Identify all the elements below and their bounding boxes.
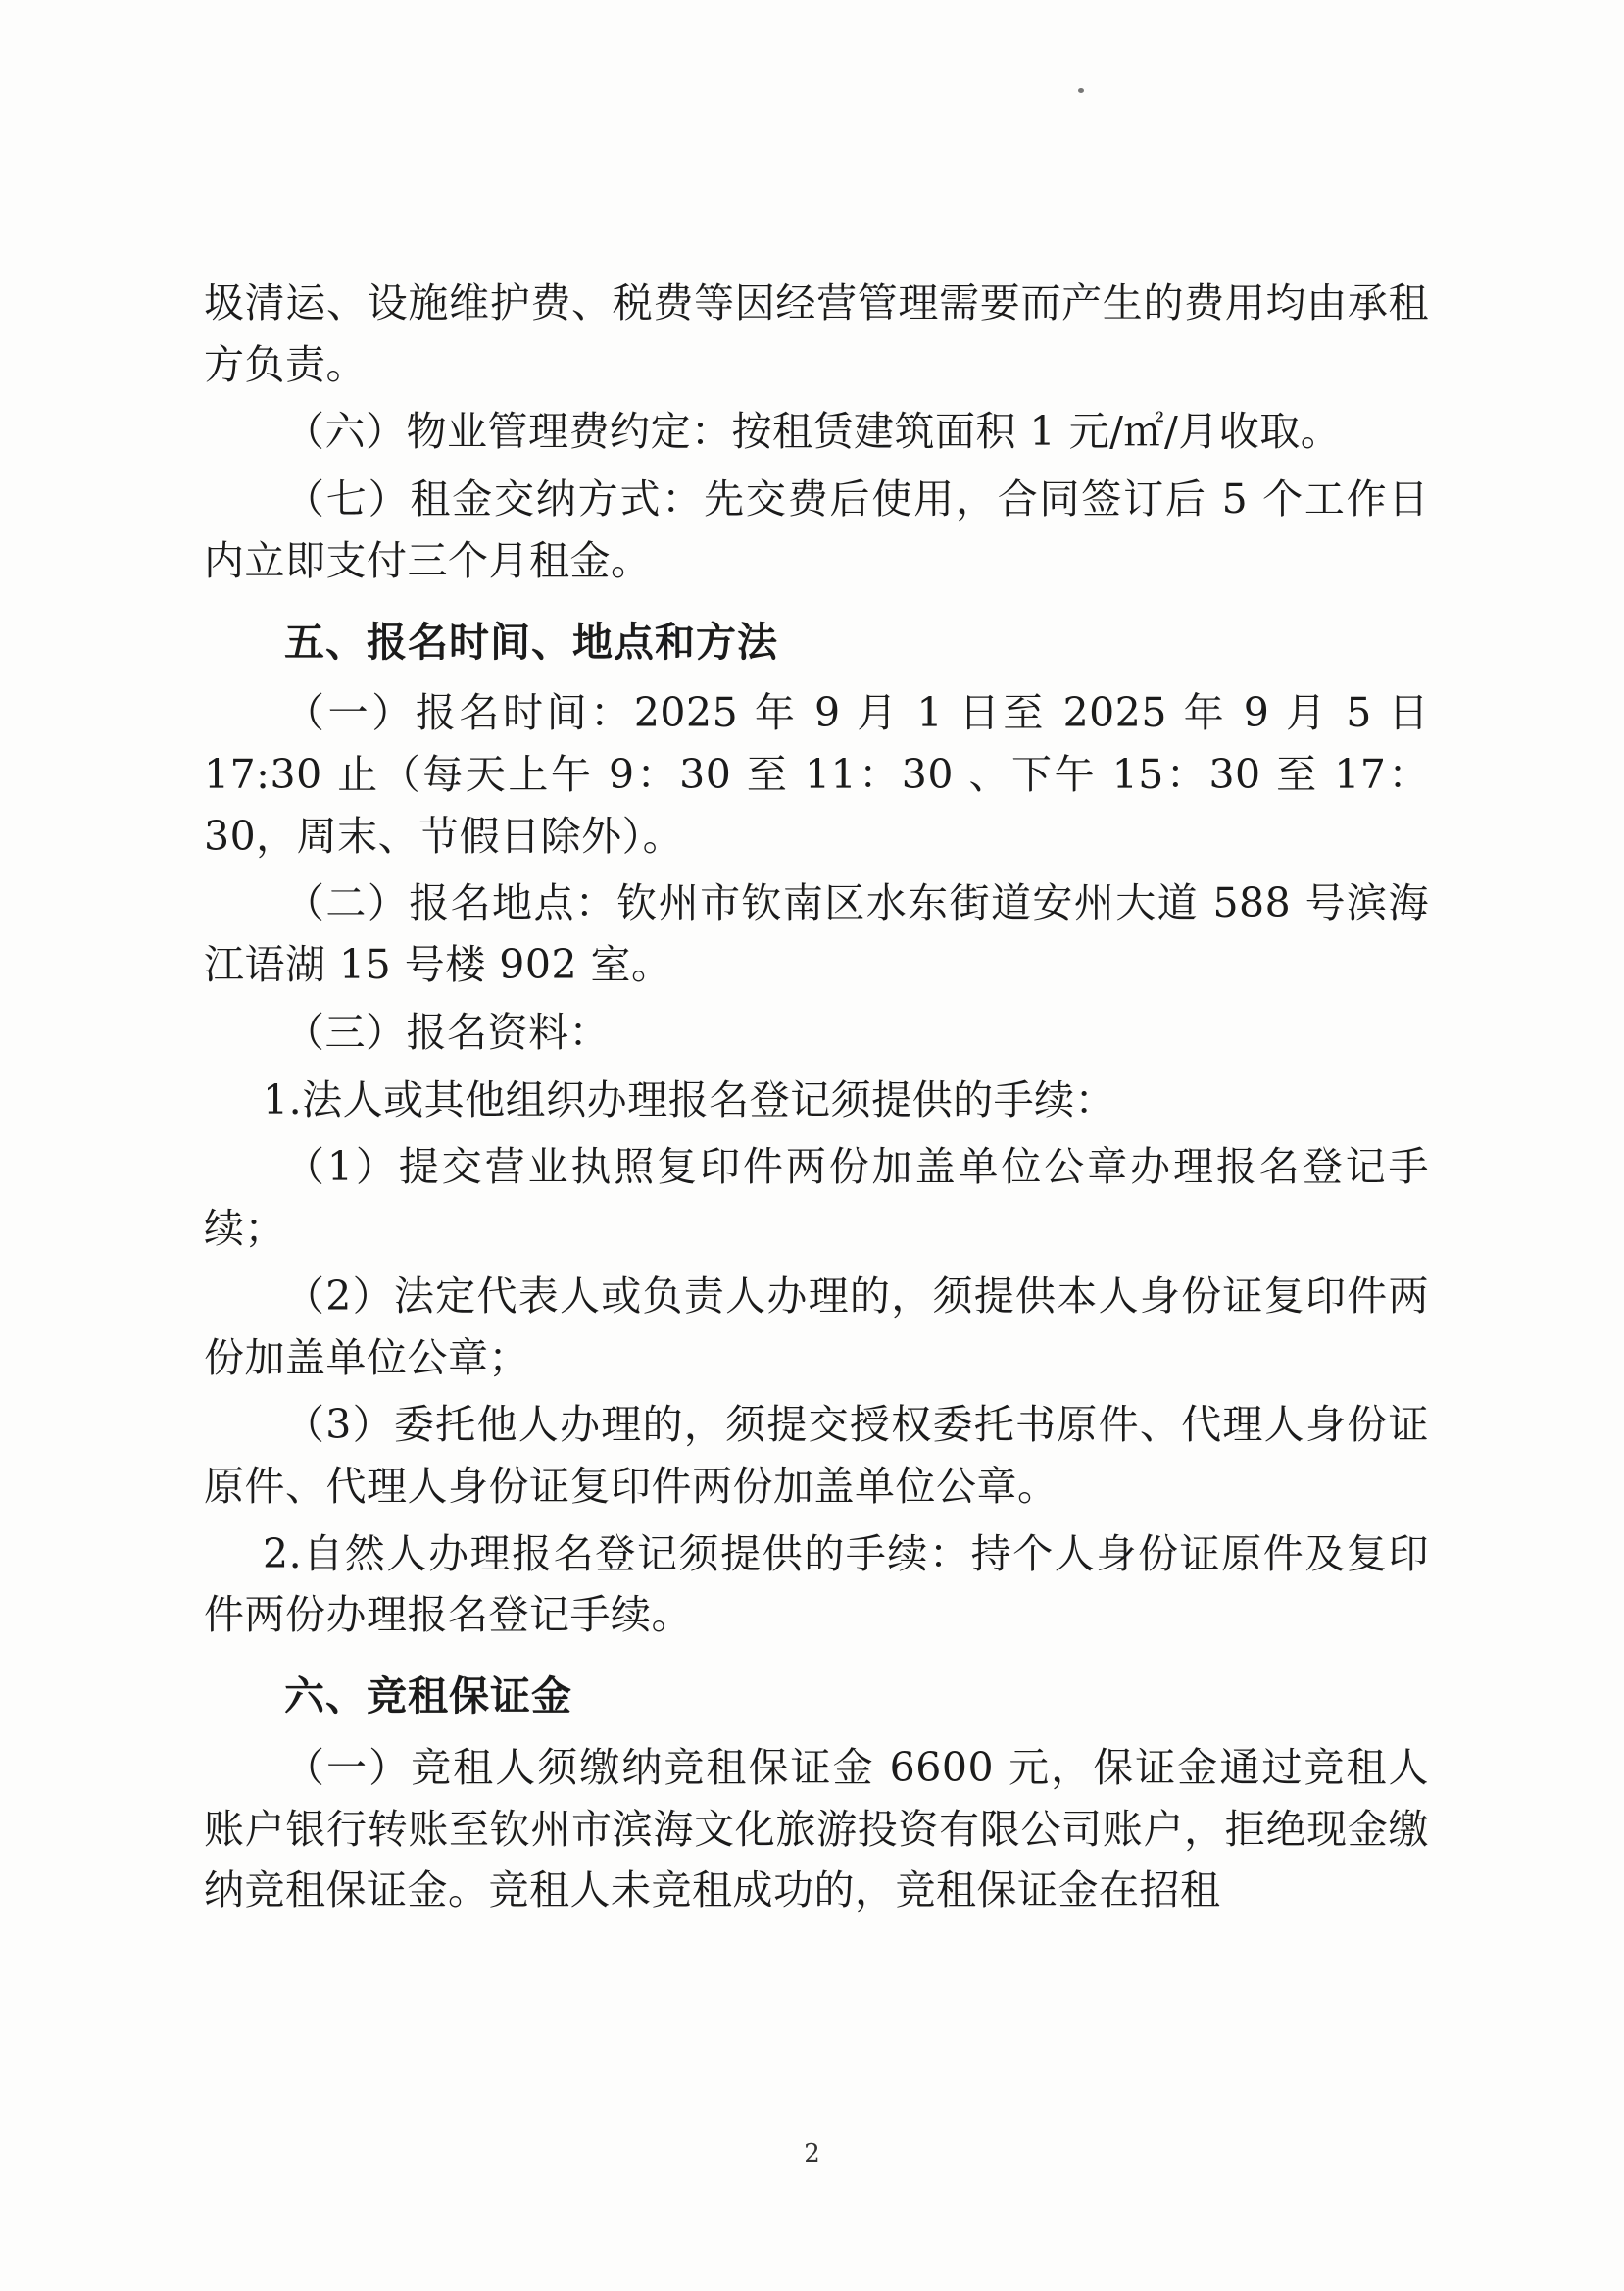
paragraph: （一）竞租人须缴纳竞租保证金 6600 元，保证金通过竞租人账户银行转账至钦州市滨海文化旅游投资有限公司账户，拒绝现金缴纳竞租保证金。竞租人未竞租成功的，竞租保证金在招租 (204, 1743, 1429, 1915)
page-number: 2 (804, 2139, 820, 2168)
section-heading-six: 六、竞租保证金 (284, 1672, 572, 1720)
paragraph: （2）法定代表人或负责人办理的，须提供本人身份证复印件两份加盖单位公章； (204, 1271, 1429, 1381)
paragraph: 圾清运、设施维护费、税费等因经营管理需要而产生的费用均由承租方负责。 (204, 279, 1429, 388)
paragraph: （二）报名地点：钦州市钦南区水东街道安州大道 588 号滨海江语湖 15 号楼 902 室。 (204, 879, 1429, 989)
scan-speck (1078, 88, 1084, 93)
paragraph: （三）报名资料： (284, 1008, 610, 1056)
paragraph: 1.法人或其他组织办理报名登记须提供的手续： (263, 1075, 1116, 1123)
paragraph: （3）委托他人办理的，须提交授权委托书原件、代理人身份证原件、代理人身份证复印件两份加盖单位公章。 (204, 1401, 1429, 1510)
paragraph: 2.自然人办理报名登记须提供的手续：持个人身份证原件及复印件两份办理报名登记手续。 (204, 1529, 1429, 1639)
paragraph: （1）提交营业执照复印件两份加盖单位公章办理报名登记手续； (204, 1143, 1429, 1253)
paragraph: （一）报名时间：2025 年 9 月 1 日至 2025 年 9 月 5 日 17:30 止（每天上午 9：30 至 11：30 、下午 15：30 至 17：30，周末、节假日除外）。 (204, 689, 1429, 860)
document-body (204, 273, 1429, 1927)
section-heading-five: 五、报名时间、地点和方法 (284, 618, 778, 666)
paragraph: （六）物业管理费约定：按租赁建筑面积 1 元/㎡/月收取。 (284, 408, 1342, 456)
paragraph: （七）租金交纳方式：先交费后使用，合同签订后 5 个工作日内立即支付三个月租金。 (204, 475, 1429, 584)
